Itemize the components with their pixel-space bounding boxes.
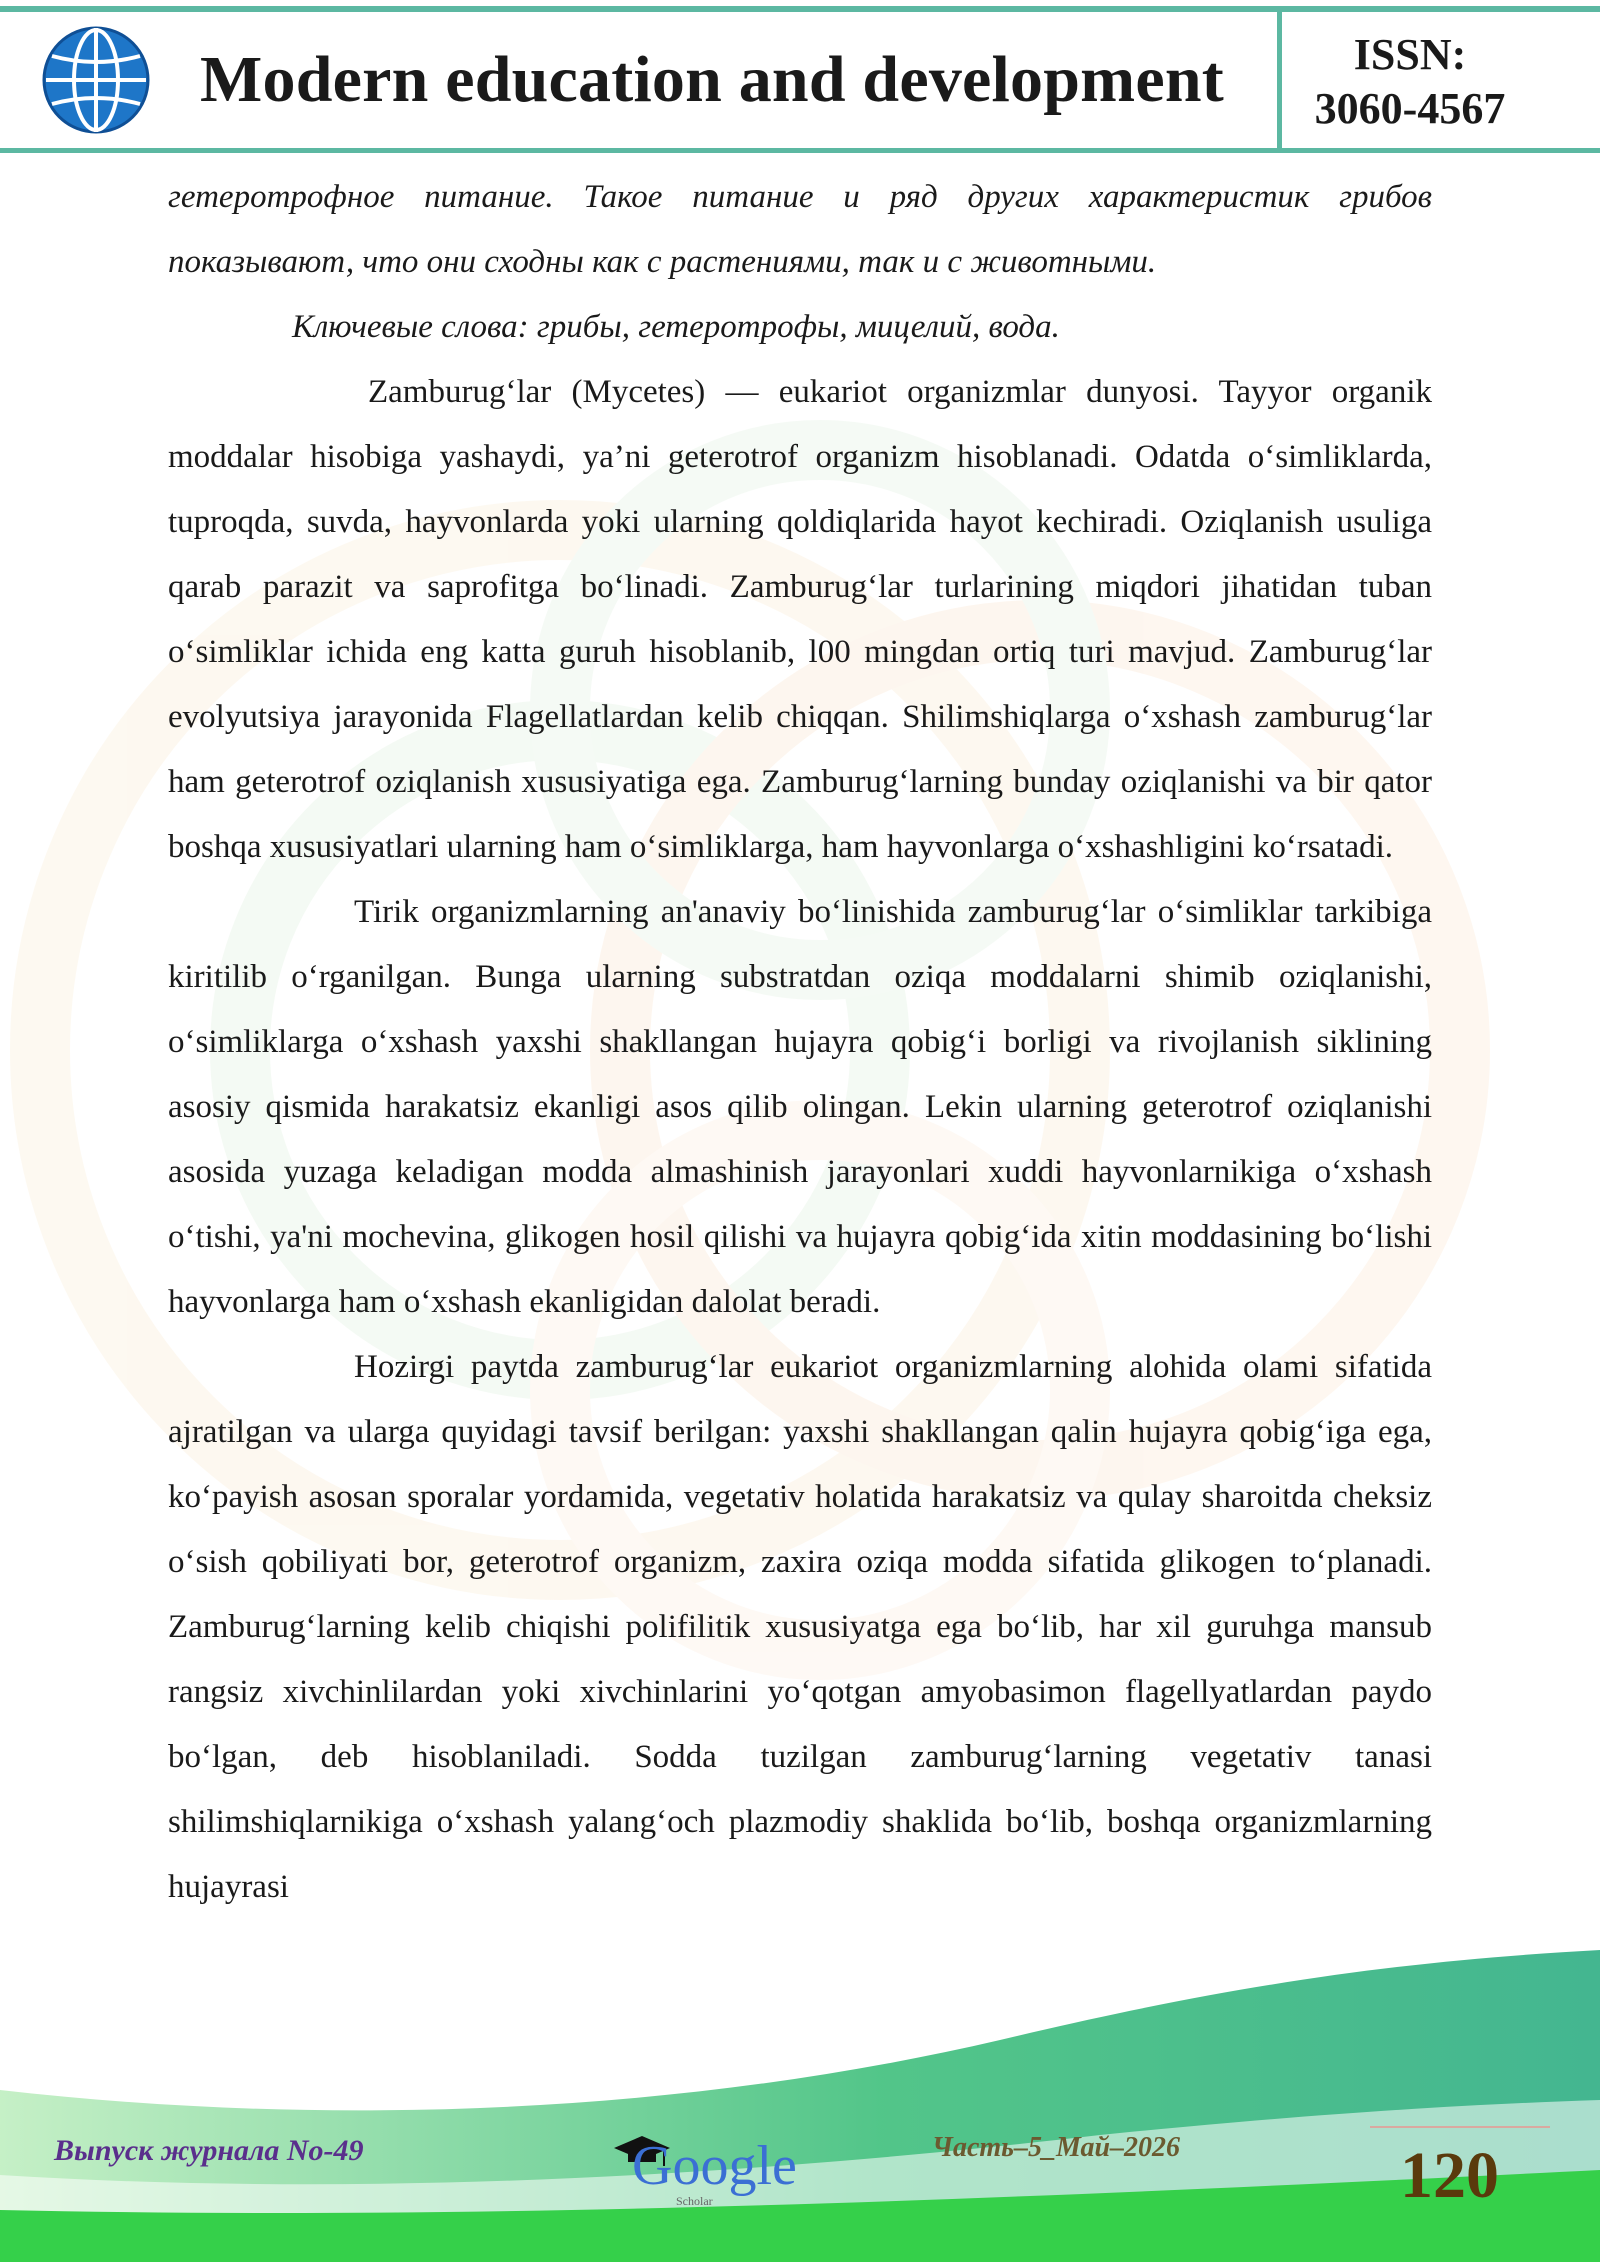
footer-rule [1370,2126,1550,2128]
article-body [168,165,1432,1920]
journal-title: Modern education and development [200,43,1224,116]
paragraph: Hozirgi paytda zamburug‘lar eukariot organizmlarning alohida olami sifatida ajratilgan va ularga quyidagi tavsif berilgan: yaxshi shakllangan qalin hujayra qobig‘iga ega, ko‘payish asosan sporalar yordamida, vegetativ holatida harakatsiz va qulay sharoitda cheksiz o‘sish qobiliyati bor, geterotrof organizm, zaxira oziqa modda sifatida glikogen to‘planadi. Zamburug‘larning kelib chiqishi polifilitik xususiyatga ega bo‘lib, har xil guruhga mansub rangsiz xivchinlilardan yoki xivchinlarini yo‘qotgan amyobasimon flagellyatlardan paydo bo‘lgan, deb hisoblaniladi. Sodda tuzilgan zamburug‘larning vegetativ tanasi shilimshiqlarnikiga o‘xshash yalang‘och plazmodiy shaklida bo‘lib, boshqa organizmlarning hujayrasi [168,1349,1432,1905]
globe-icon [40,24,152,136]
keywords-russian: Ключевые слова: грибы, гетеротрофы, мицелий, вода. [292,309,1060,345]
part-date-label: Часть–5_Май–2026 [932,2132,1181,2163]
issn-block [1300,28,1520,136]
issn-label: ISSN: [1353,30,1467,79]
journal-header [0,0,1600,158]
issue-label: Выпуск журнала No-49 [54,2134,364,2167]
abstract-russian: гетеротрофное питание. Такое питание и ряд других характеристик грибов показывают, что они сходны как с растениями, так и с животными. [168,179,1432,280]
issn-number: 3060-4567 [1314,84,1506,133]
google-logo-text: Google [632,2135,797,2197]
header-bottom-rule [0,148,1600,153]
paragraph: Zamburug‘lar (Mycetes) — eukariot organizmlar dunyosi. Tayyor organik moddalar hisobiga yashaydi, ya’ni geterotrof organizm hisoblanadi. Odatda o‘simliklarda, tuproqda, suvda, hayvonlarda yoki ularning qoldiqlarida hayot kechiradi. Oziqlanish usuliga qarab parazit va saprofitga bo‘linadi. Zamburug‘lar turlarining miqdori jihatidan tuban o‘simliklar ichida eng katta guruh hisoblanib, l00 mingdan ortiq turi mavjud. Zamburug‘lar evolyutsiya jarayonida Flagellatlardan kelib chiqqan. Shilimshiqlarga o‘xshash zamburug‘lar ham geterotrof oziqlanish xususiyatiga ega. Zamburug‘larning bunday oziqlanishi va bir qator boshqa xususiyatlari ularning ham o‘simliklarga, ham hayvonlarga o‘xshashligini ko‘rsatadi. [168,374,1432,865]
google-scholar-logo [612,2132,812,2212]
header-divider [1277,12,1282,148]
page-number: 120 [1400,2139,1499,2212]
header-top-rule [0,6,1600,12]
scholar-subtext: Scholar [676,2194,713,2208]
paragraph: Tirik organizmlarning an'anaviy bo‘linishida zamburug‘lar o‘simliklar tarkibiga kiritilib o‘rganilgan. Bunga ularning substratdan oziqa moddalarni shimib oziqlanishi, o‘simliklarga o‘xshash yaxshi shakllangan hujayra qobig‘i borligi va rivojlanish siklining asosiy qismida harakatsiz ekanligi asos qilib olingan. Lekin ularning geterotrof oziqlanishi asosida yuzaga keladigan modda almashinish jarayonlari xuddi hayvonlarnikiga o‘xshash o‘tishi, ya'ni mochevina, glikogen hosil qilishi va hujayra qobig‘ida xitin moddasining bo‘lishi hayvonlarga ham o‘xshash ekanligidan dalolat beradi. [168,894,1432,1320]
